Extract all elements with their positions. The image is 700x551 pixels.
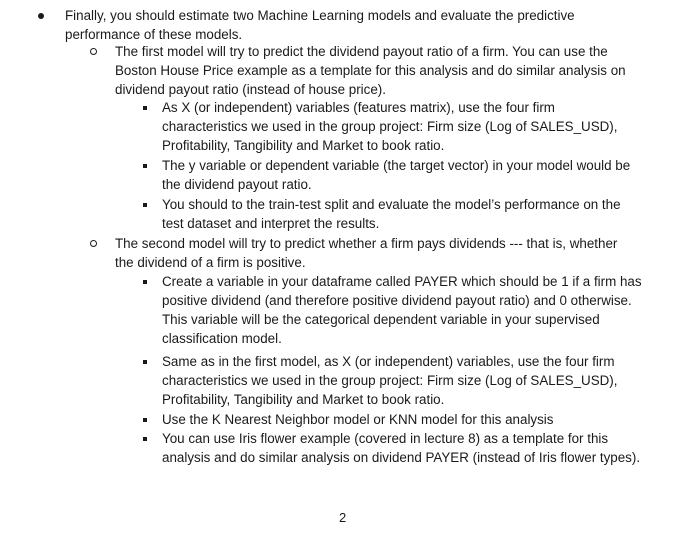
text-line: The second model will try to predict whether a firm pays dividends --- that is, whether	[115, 236, 618, 251]
square-bullet-icon	[143, 280, 147, 284]
text-line: positive dividend (and therefore positive dividend payout ratio) and 0 otherwise.	[162, 293, 632, 308]
text-line: characteristics we used in the group project: Firm size (Log of SALES_USD),	[162, 119, 618, 134]
hollow-bullet-icon	[90, 48, 97, 55]
hollow-bullet-icon	[90, 240, 97, 247]
square-bullet-icon	[143, 360, 147, 364]
square-bullet-icon	[143, 203, 147, 207]
square-bullet-icon	[143, 164, 147, 168]
text-line: dividend payout ratio (instead of house price).	[115, 82, 386, 97]
text-line: As X (or independent) variables (features matrix), use the four firm	[162, 100, 555, 115]
text-line: test dataset and interpret the results.	[162, 216, 380, 231]
text-line: the dividend payout ratio.	[162, 177, 312, 192]
text-line: You should to the train-test split and evaluate the model’s performance on the	[162, 197, 621, 212]
text-line: characteristics we used in the group project: Firm size (Log of SALES_USD),	[162, 373, 618, 388]
text-line: Boston House Price example as a template for this analysis and do similar analysis on	[115, 63, 626, 78]
text-line: Same as in the first model, as X (or independent) variables, use the four firm	[162, 354, 615, 369]
text-line: Create a variable in your dataframe called PAYER which should be 1 if a firm has	[162, 274, 642, 289]
text-line: You can use Iris flower example (covered in lecture 8) as a template for this	[162, 431, 609, 446]
square-bullet-icon	[143, 106, 147, 110]
text-line: Profitability, Tangibility and Market to book ratio.	[162, 392, 445, 407]
bullet-icon	[38, 13, 44, 19]
text-line: classification model.	[162, 331, 282, 346]
page-number: 2	[339, 510, 347, 525]
square-bullet-icon	[143, 418, 147, 422]
text-line: the dividend of a firm is positive.	[115, 255, 306, 270]
text-line: Profitability, Tangibility and Market to book ratio.	[162, 138, 445, 153]
square-bullet-icon	[143, 437, 147, 441]
text-line: analysis and do similar analysis on dividend PAYER (instead of Iris flower types).	[162, 450, 641, 465]
text-line: Use the K Nearest Neighbor model or KNN model for this analysis	[162, 412, 554, 427]
text-line: Finally, you should estimate two Machine Learning models and evaluate the predictive	[65, 8, 575, 23]
text-line: performance of these models.	[65, 27, 243, 42]
text-line: The first model will try to predict the dividend payout ratio of a firm. You can use the	[115, 44, 608, 59]
text-line: This variable will be the categorical dependent variable in your supervised	[162, 312, 600, 327]
text-line: The y variable or dependent variable (the target vector) in your model would be	[162, 158, 631, 173]
